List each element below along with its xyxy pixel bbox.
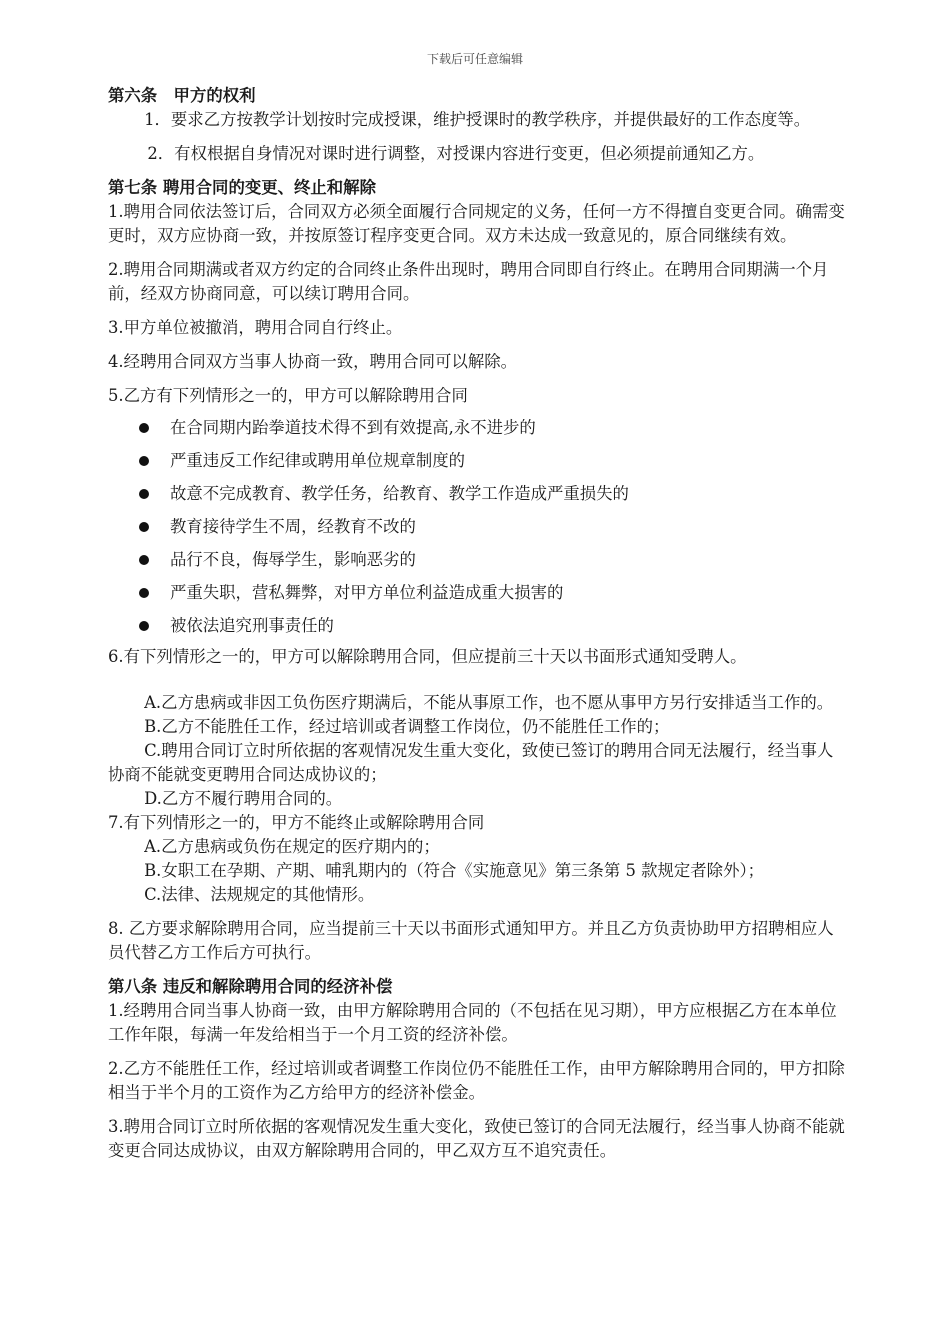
clause-6-item-c: C.聘用合同订立时所依据的客观情况发生重大变化，致使已签订的聘用合同无法履行，经当事人协商不能就变更聘用合同达成协议的；: [108, 741, 834, 784]
article-7-clause-4: 4.经聘用合同双方当事人协商一致，聘用合同可以解除。: [108, 352, 518, 371]
article-7-clause-7: 7.有下列情形之一的，甲方不能终止或解除聘用合同: [108, 813, 485, 832]
bullet-icon: [139, 555, 149, 565]
list-item: 品行不良，侮辱学生，影响恶劣的: [108, 548, 846, 581]
list-item: 在合同期内跆拳道技术得不到有效提高,永不进步的: [108, 416, 846, 449]
bullet-icon: [139, 423, 149, 433]
list-item: 教育接待学生不周，经教育不改的: [108, 515, 846, 548]
clause-6-item-d: D.乙方不履行聘用合同的。: [144, 789, 343, 808]
list-item: 严重失职，营私舞弊，对甲方单位利益造成重大损害的: [108, 581, 846, 614]
article-6-clause-2: 2．有权根据自身情况对课时进行调整，对授课内容进行变更，但必须提前通知乙方。: [147, 144, 765, 163]
article-7-clause-1: 1.聘用合同依法签订后，合同双方必须全面履行合同规定的义务，任何一方不得擅自变更合同。确需变更时，双方应协商一致，并按原签订程序变更合同。双方未达成一致意见的，原合同继续有效。: [108, 202, 845, 245]
clause-7-item-b: B.女职工在孕期、产期、哺乳期内的（符合《实施意见》第三条第 5 款规定者除外）；: [144, 861, 765, 880]
article-8-clause-3: 3.聘用合同订立时所依据的客观情况发生重大变化，致使已签订的合同无法履行，经当事人协商不能就变更合同达成协议，由双方解除聘用合同的，甲乙双方互不追究责任。: [108, 1117, 845, 1160]
article-8-clause-2: 2.乙方不能胜任工作，经过培训或者调整工作岗位仍不能胜任工作，由甲方解除聘用合同的，甲方扣除相当于半个月的工资作为乙方给甲方的经济补偿金。: [108, 1059, 845, 1102]
bullet-icon: [139, 522, 149, 532]
list-item: 故意不完成教育、教学任务，给教育、教学工作造成严重损失的: [108, 482, 846, 515]
document-body: [108, 84, 846, 1163]
clause-6-item-b: B.乙方不能胜任工作，经过培训或者调整工作岗位，仍不能胜任工作的；: [144, 717, 670, 736]
article-7-clause-6: 6.有下列情形之一的，甲方可以解除聘用合同，但应提前三十天以书面形式通知受聘人。: [108, 647, 747, 666]
clause-7-item-a: A.乙方患病或负伤在规定的医疗期内的；: [144, 837, 440, 856]
list-item: 严重违反工作纪律或聘用单位规章制度的: [108, 449, 846, 482]
article-7-title: 第七条 聘用合同的变更、终止和解除: [108, 178, 376, 197]
article-8-title: 第八条 违反和解除聘用合同的经济补偿: [108, 977, 393, 996]
page-header: 下载后可任意编辑: [426, 52, 523, 66]
list-item: 被依法追究刑事责任的: [108, 614, 846, 647]
dismissal-conditions-list: [108, 416, 846, 647]
article-6-clause-1: 1．要求乙方按教学计划按时完成授课，维护授课时的教学秩序，并提供最好的工作态度等。: [144, 110, 811, 129]
bullet-icon: [139, 456, 149, 466]
article-7-clause-8: 8. 乙方要求解除聘用合同，应当提前三十天以书面形式通知甲方。并且乙方负责协助甲方招聘相应人员代替乙方工作后方可执行。: [108, 919, 834, 962]
article-7-clause-2: 2.聘用合同期满或者双方约定的合同终止条件出现时，聘用合同即自行终止。在聘用合同期满一个月前，经双方协商同意，可以续订聘用合同。: [108, 260, 829, 303]
bullet-icon: [139, 621, 149, 631]
article-7-clause-3: 3.甲方单位被撤消，聘用合同自行终止。: [108, 318, 403, 337]
article-6-title: 第六条 甲方的权利: [108, 86, 256, 105]
article-7-clause-5: 5.乙方有下列情形之一的，甲方可以解除聘用合同: [108, 386, 468, 405]
clause-6-item-a: A.乙方患病或非因工负伤医疗期满后，不能从事原工作，也不愿从事甲方另行安排适当工作的。: [144, 693, 834, 712]
clause-7-item-c: C.法律、法规规定的其他情形。: [144, 885, 375, 904]
bullet-icon: [139, 588, 149, 598]
article-8-clause-1: 1.经聘用合同当事人协商一致，由甲方解除聘用合同的（不包括在见习期），甲方应根据乙方在本单位工作年限，每满一年发给相当于一个月工资的经济补偿。: [108, 1001, 837, 1044]
bullet-icon: [139, 489, 149, 499]
